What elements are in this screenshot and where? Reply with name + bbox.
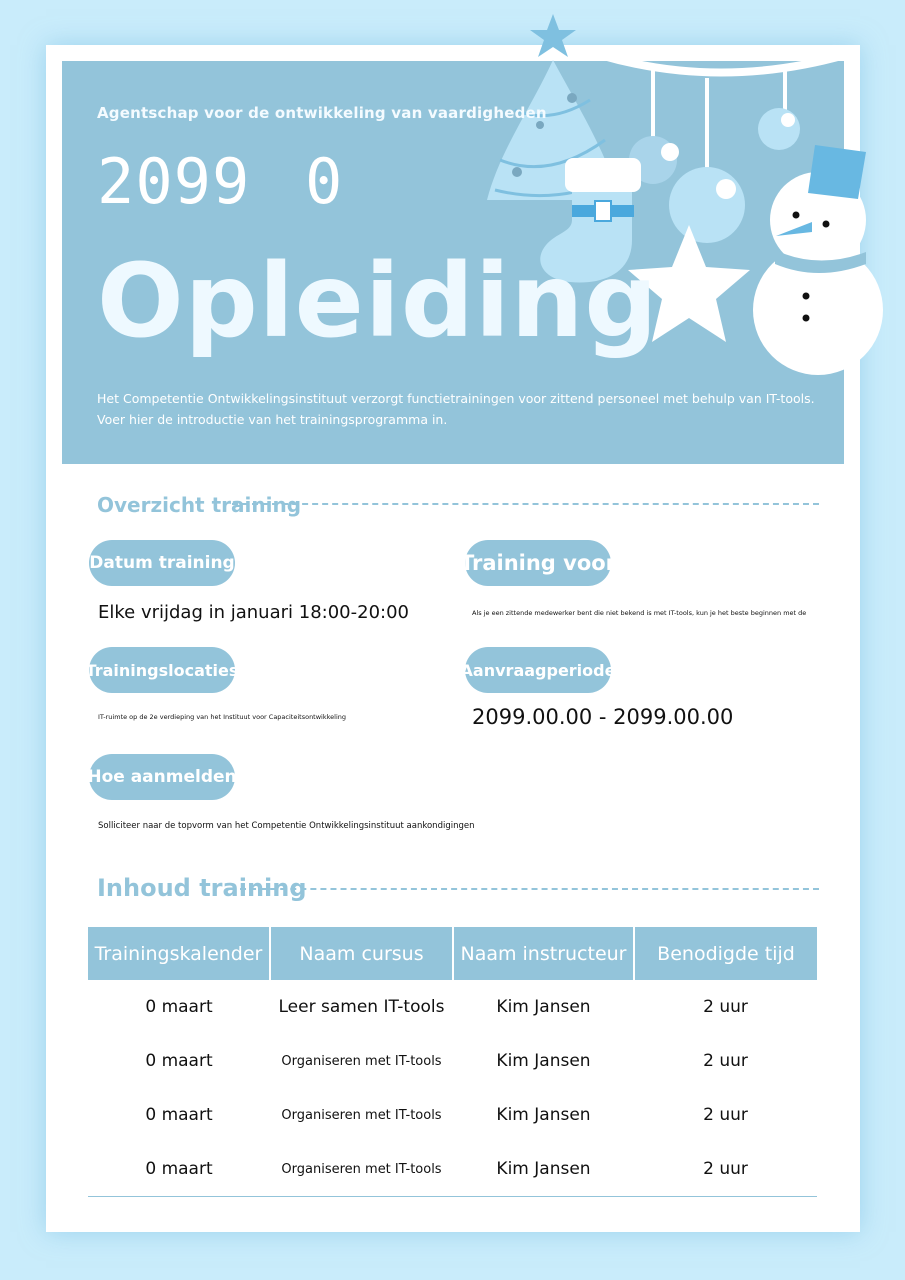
content-divider <box>240 888 819 890</box>
period-value: 2099.00.00 - 2099.00.00 <box>472 705 734 729</box>
intro-text <box>97 388 837 430</box>
year: 2099 <box>97 145 251 218</box>
table-cell: Organiseren met IT-tools <box>281 1053 442 1069</box>
table-cell: Kim Jansen <box>453 1142 634 1197</box>
overview-divider <box>232 503 819 505</box>
table-cell: 0 maart <box>145 997 213 1017</box>
period-label: Aanvraagperiode <box>465 647 611 693</box>
audience-value: Als je een zittende medewerker bent die niet bekend is met IT-tools, kun je het beste beginnen met de <box>472 609 807 617</box>
table-cell: 2 uur <box>703 1105 748 1125</box>
snowman-icon <box>753 145 883 375</box>
table-cell: 0 maart <box>88 1142 270 1197</box>
column-header: Naam instructeur <box>453 927 634 980</box>
table-cell: 2 uur <box>703 997 748 1017</box>
table-row <box>88 1034 817 1088</box>
column-header: Trainingskalender <box>88 927 270 980</box>
table-header-row <box>88 927 817 980</box>
column-header: Naam cursus <box>270 927 453 980</box>
table-row <box>88 980 817 1034</box>
intro-line-1: Het Competentie Ontwikkelingsinstituut verzorgt functietrainingen voor zittend personeel met behulp van IT-tools. <box>97 391 815 406</box>
table-cell: Leer samen IT-tools <box>278 997 445 1017</box>
table-cell: Organiseren met IT-tools <box>270 1142 453 1197</box>
date-value: Elke vrijdag in januari 18:00-20:00 <box>98 602 409 623</box>
date-label: Datum training <box>89 540 235 586</box>
table-cell: 0 maart <box>145 1105 213 1125</box>
location-value: IT-ruimte op de 2e verdieping van het Instituut voor Capaciteitsontwikkeling <box>98 713 347 721</box>
training-table <box>88 927 817 1197</box>
table-cell: Kim Jansen <box>496 1051 591 1071</box>
month: 0 <box>305 145 343 218</box>
column-header: Benodigde tijd <box>634 927 817 980</box>
table-cell: 2 uur <box>634 1142 817 1197</box>
location-label: Trainingslocaties <box>89 647 235 693</box>
content-section-title: Inhoud training <box>97 874 307 902</box>
table-cell: 2 uur <box>703 1051 748 1071</box>
apply-label: Hoe aanmelden <box>89 754 235 800</box>
table-cell: Organiseren met IT-tools <box>281 1107 442 1123</box>
audience-label: Training voor <box>465 540 611 586</box>
agency-name: Agentschap voor de ontwikkeling van vaardigheden <box>97 104 547 122</box>
page-title: Opleiding <box>97 242 659 361</box>
apply-value: Solliciteer naar de topvorm van het Competentie Ontwikkelingsinstituut aankondigingen <box>98 821 475 831</box>
overview-section-title: Overzicht training <box>97 493 302 517</box>
table-cell: 0 maart <box>145 1051 213 1071</box>
table-row <box>88 1142 817 1197</box>
intro-line-2: Voer hier de introductie van het trainingsprogramma in. <box>97 412 448 427</box>
table-row <box>88 1088 817 1142</box>
table-cell: Kim Jansen <box>496 1105 591 1125</box>
table-cell: Kim Jansen <box>496 997 591 1017</box>
